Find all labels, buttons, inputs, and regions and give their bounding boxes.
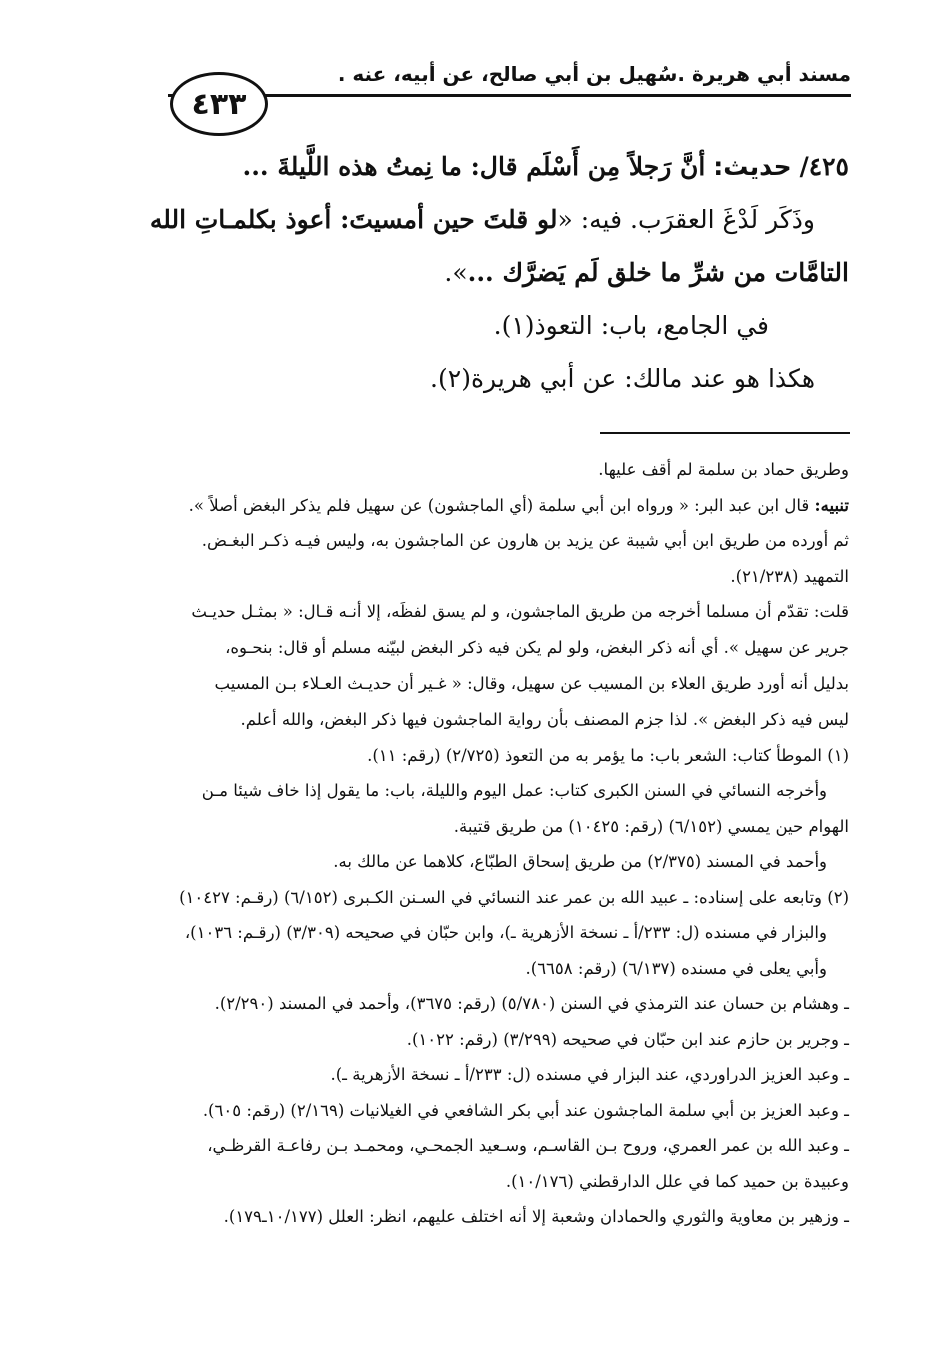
footnote-line: ليس فيه ذكر البغض ». لذا جزم المصنف بأن رواية الماجشون فيها ذكر البغض، والله أعلم. (240, 710, 849, 729)
header-rule (168, 94, 851, 97)
footnote-line (100, 488, 849, 524)
footnote-line: ـ وجرير بن حازم عند ابن حبّان في صحيحه (٣/٢٩٩) (رقم: ١٠٢٢). (406, 1029, 849, 1049)
hadith-incipit: أنَّ رَجلاً مِن أَسْلَم قال: ما نِمتُ هذه اللَّيلةَ ... (242, 152, 706, 181)
footnote-line: بدليل أنه أورد طريق العلاء بن المسيب عن سهيل، وقال: « غـير أن حديـث العـلاء بـن المسيب (214, 674, 849, 693)
footnote-line: ـ وزهير بن معاوية والثوري والحمادان وشعبة إلا أنه اختلف عليهم، انظر: العلل (١٠/١٧٧ـ١٧٩). (223, 1207, 849, 1226)
footnote-line: جرير عن سهيل ». أي أنه ذكر البغض، ولو لم يكن فيه ذكر البغض لبيّنه مسلم أو قال: بنحـوه، (225, 638, 849, 657)
hadith-text-bold: التامَّات من شرِّ ما خلق لَم يَضرَّك ... (467, 258, 849, 287)
footnote-line: وأخرجه النسائي في السنن الكبرى كتاب: عمل اليوم والليلة، باب: ما يقول إذا خاف شيئا مـن (201, 781, 827, 800)
footnote-line: (٢) وتابعه على إسناده: ـ عبيد الله بن عمر عند النسائي في السـنن الكـبرى (٦/١٥٢) (رقـم: ١٠٤٢٧) (179, 887, 849, 907)
hadith-heading-line (100, 140, 849, 193)
footnote-line: التمهيد (٢١/٢٣٨). (730, 566, 849, 586)
footnote-line: ثم أورده من طريق ابن أبي شيبة عن يزيد بن هارون عن الماجشون به، وليس فيـه ذكـر البغـض. (201, 531, 849, 550)
footnote-line: قلت: تقدّم أن مسلما أخرجه من طريق الماجشون، و لم يسق لفظَه، إلا أنـه قـال: « بمثـل حديـث (191, 602, 849, 621)
footnote-text: قال ابن عبد البر: « ورواه ابن أبي سلمة (أي الماجشون) عن سهيل فلم يذكر البغض أصلاً ». (188, 495, 810, 515)
footnote-line: والبزار في مسنده (ل: ٢٣٣/أ ـ نسخة الأزهرية ـ)، وابن حبّان في صحيحه (٣/٣٠٩) (رقـم: ١٠٣٦)، (184, 923, 827, 942)
footnote-line: ـ وهشام بن حسان عند الترمذي في السنن (٥/٧٨٠) (رقم: ٣٦٧٥)، وأحمد في المسند (٢/٢٩٠). (214, 994, 849, 1013)
source-line: هكذا هو عند مالك: عن أبي هريرة(٢). (430, 364, 815, 393)
hadith-text-bold: لو قلتَ حين أمسيتَ: أعوذ بكلمـاتِ الله (149, 205, 558, 234)
footnote-line: وأبي يعلى في مسنده (٦/١٣٧) (رقم: ٦٦٥٨). (525, 958, 827, 978)
hadith-text-line (100, 246, 849, 299)
footnote-line: ـ وعبد العزيز بن أبي سلمة الماجشون عند أبي بكر الشافعي في الغيلانيات (٢/١٦٩) (رقم: ٦٠٥). (202, 1100, 849, 1120)
footnote-line: الهوام حين يمسي (٦/١٥٢) (رقم: ١٠٤٢٥) من طريق قتيبة. (453, 816, 849, 836)
hadith-text-plain: وذَكَر لَدْغَ العقرَب. فيه: « (557, 205, 815, 234)
footnote-separator (600, 432, 850, 434)
footnote-line: ـ وعبد الله بن عمر العمري، وروح بـن القاسـم، وسـعيد الجمحـي، ومحمـد بـن رفاعـة القرظـي، (207, 1136, 849, 1155)
running-header (168, 58, 851, 98)
hadith-label: حديث: (713, 152, 792, 181)
header-title: مسند أبي هريرة .سُهيل بن أبي صالح، عن أبيه، عنه . (337, 62, 851, 86)
footnote-line: وطريق حماد بن سلمة لم أقف عليها. (598, 460, 849, 479)
footnote-line: وأحمد في المسند (٢/٣٧٥) من طريق إسحاق الطبّاع، كلاهما عن مالك به. (333, 852, 827, 871)
footnote-line: (١) الموطأ كتاب: الشعر باب: ما يؤمر به من التعوذ (٢/٧٢٥) (رقم: ١١). (367, 745, 849, 765)
main-text (100, 140, 849, 405)
source-line: في الجامع، باب: التعوذ(١). (493, 311, 769, 340)
footnotes (100, 452, 849, 1235)
page-number: ٤٣٣ (170, 72, 268, 136)
hadith-text-line (100, 193, 849, 246)
hadith-number: ٤٢٥/ (799, 152, 849, 181)
footnote-line: ـ وعبد العزيز الدراوردي، عند البزار في مسنده (ل: ٢٣٣/أ ـ نسخة الأزهرية ـ). (330, 1065, 849, 1084)
hadith-text-plain: ». (444, 258, 468, 287)
footnote-line: وعبيدة بن حميد كما في علل الدارقطني (١٠/١٧٦). (505, 1171, 849, 1191)
note-label: تنبيه: (814, 495, 849, 515)
